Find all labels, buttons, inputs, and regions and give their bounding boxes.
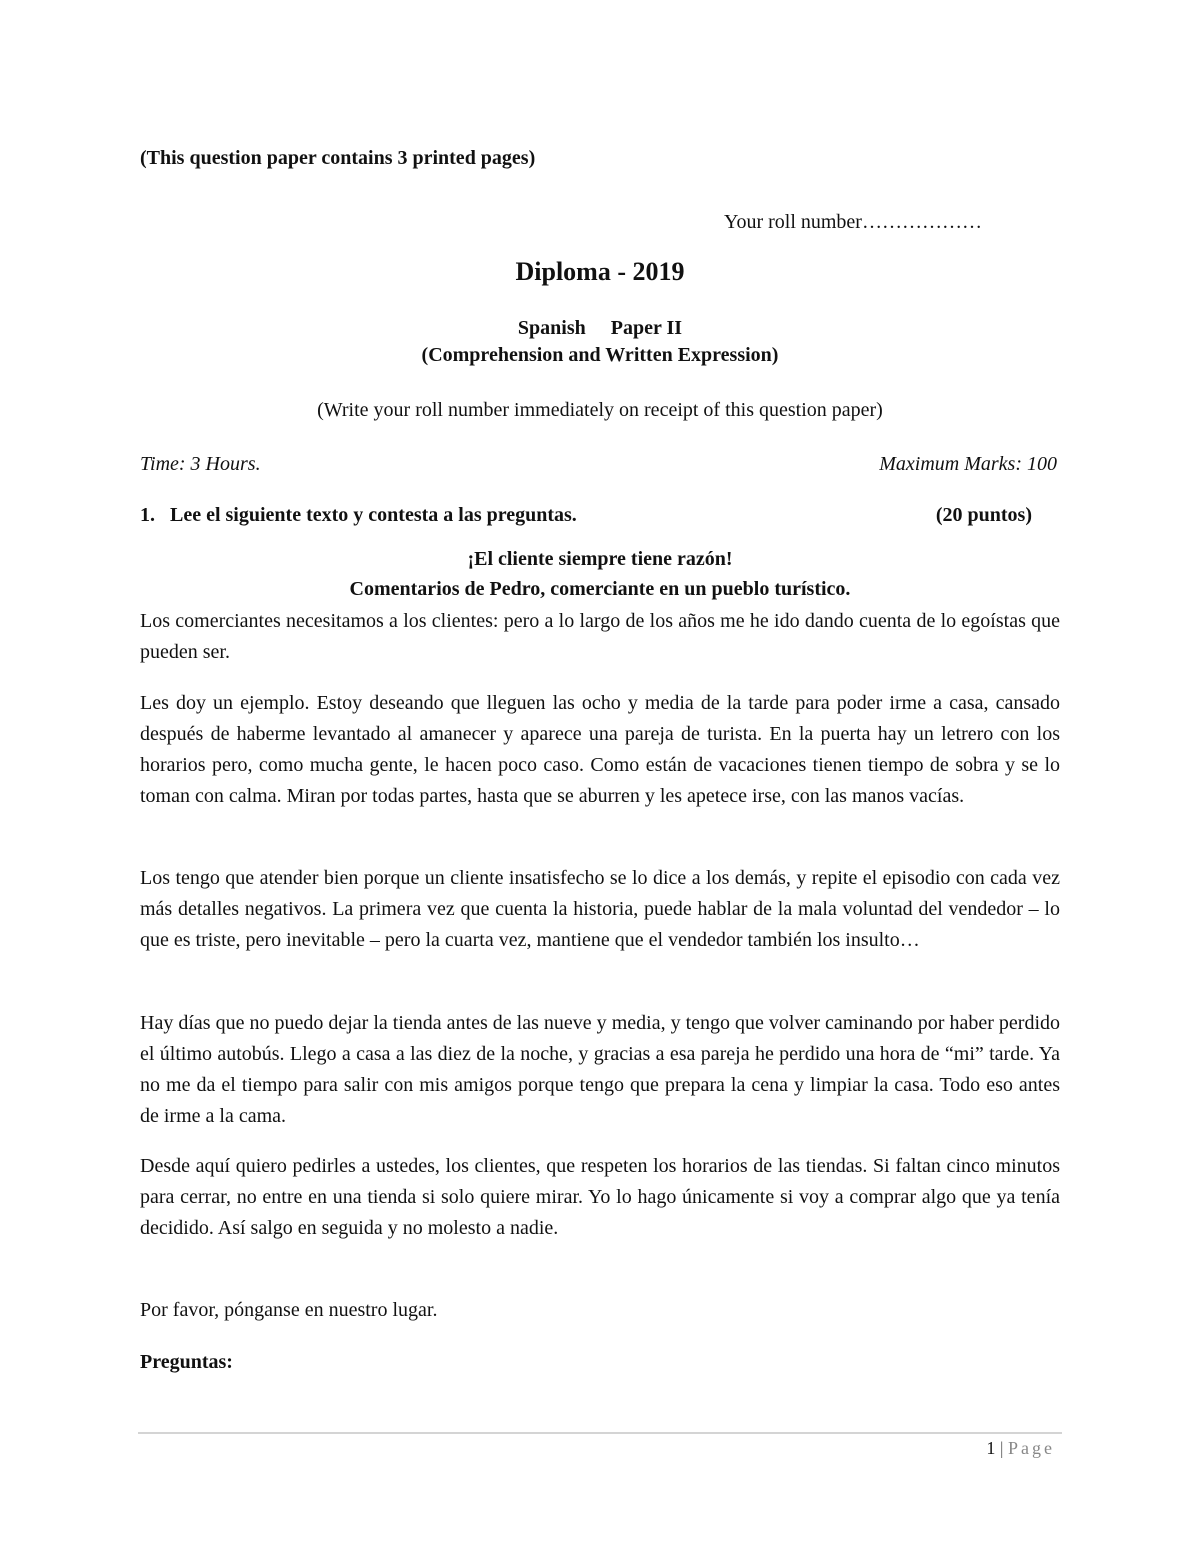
text-title: ¡El cliente siempre tiene razón!: [467, 548, 733, 570]
paragraph-6: Por favor, pónganse en nuestro lugar.: [140, 1299, 438, 1321]
page-count-note: (This question paper contains 3 printed pages): [140, 147, 536, 169]
paragraph-1: Los comerciantes necesitamos a los clientes: pero a lo largo de los años me he ido dando cuenta de lo egoístas que pueden ser.: [140, 610, 1060, 663]
question-number: 1.: [140, 504, 155, 526]
paragraph-3: Los tengo que atender bien porque un cliente insatisfecho se lo dice a los demás, y repite el episodio con cada vez más detalles negativos. La primera vez que cuenta la historia, puede hablar de la mala voluntad del vendedor – lo que es triste, pero inevitable – pero la cuarta vez, mantiene que el vendedor también los insulto…: [140, 867, 1060, 951]
paragraph-2: Les doy un ejemplo. Estoy deseando que lleguen las ocho y media de la tarde para poder irme a casa, cansado después de haberme levantado al amanecer y aparece una pareja de turista. En la puerta hay un letrero con los horarios pero, como mucha gente, le hacen poco caso. Como están de vacaciones tienen tiempo de sobra y se lo toman con calma. Miran por todas partes, hasta que se aburren y les apetece irse, con las manos vacías.: [140, 692, 1060, 807]
paper-name: (Comprehension and Written Expression): [421, 344, 779, 366]
page-footer: [986, 1437, 1055, 1459]
maximum-marks: Maximum Marks: 100: [879, 453, 1057, 475]
page-label: Page: [1008, 1438, 1055, 1458]
roll-number-field: Your roll number………………: [724, 211, 982, 233]
roll-number-instruction: (Write your roll number immediately on receipt of this question paper): [317, 399, 883, 421]
subject-paper: Spanish Paper II: [517, 317, 683, 339]
question-prompt: Lee el siguiente texto y contesta a las preguntas.: [170, 504, 577, 526]
time-allowed: Time: 3 Hours.: [140, 453, 261, 475]
question-points: (20 puntos): [935, 504, 1032, 526]
footer-divider: [138, 1432, 1062, 1434]
paragraph-4: Hay días que no puedo dejar la tienda antes de las nueve y media, y tengo que volver caminando por haber perdido el último autobús. Llego a casa a las diez de la noche, y gracias a esa pareja he perdido una hora de “mi” tarde. Ya no me da el tiempo para salir con mis amigos porque tengo que prepara la cena y limpiar la casa. Todo eso antes de irme a la cama.: [140, 1012, 1060, 1127]
footer-separator: |: [999, 1438, 1004, 1458]
questions-heading: Preguntas:: [140, 1351, 233, 1373]
exam-title: Diploma - 2019: [515, 257, 685, 286]
paragraph-5: Desde aquí quiero pedirles a ustedes, los clientes, que respeten los horarios de las tiendas. Si faltan cinco minutos para cerrar, no entre en una tienda si solo quiere mirar. Yo lo hago únicamente si voy a comprar algo que ya tenía decidido. Así salgo en seguida y no molesto a nadie.: [140, 1155, 1060, 1239]
page-number: 1: [986, 1438, 996, 1458]
text-subtitle: Comentarios de Pedro, comerciante en un pueblo turístico.: [349, 578, 851, 600]
